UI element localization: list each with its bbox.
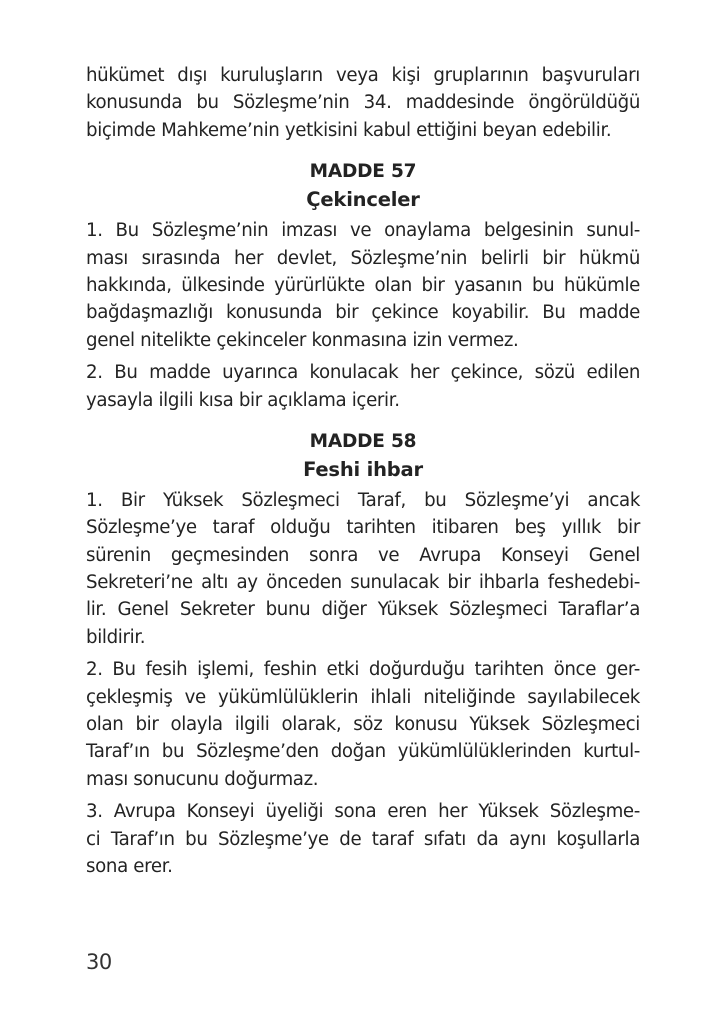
article-paragraph (86, 798, 640, 880)
text-line: ci Taraf’ın bu Sözleşme’ye de taraf sıfatı da aynı koşullarla (86, 828, 640, 850)
article-number: MADDE 57 (309, 161, 417, 183)
text-line: 2. Bu fesih işlemi, feshin etki doğurduğu tarihten önce ger- (86, 659, 640, 681)
article-paragraph (86, 487, 640, 651)
text-line: ması sırasında her devlet, Sözleşme’nin belirli bir hükmü (86, 247, 640, 269)
text-line: bildirir. (86, 626, 146, 648)
article-58 (86, 428, 640, 880)
article-paragraph (86, 656, 640, 793)
article-paragraph (86, 359, 640, 414)
text-line: Sözleşme’ye taraf olduğu tarihten itibaren beş yıllık bir (86, 517, 640, 539)
page-body (86, 62, 640, 885)
text-line: 2. Bu madde uyarınca konulacak her çekince, sözü edilen (86, 362, 640, 384)
article-57 (86, 158, 640, 414)
text-line: 1. Bir Yüksek Sözleşmeci Taraf, bu Sözleşme’yi ancak (86, 489, 640, 511)
text-line: 3. Avrupa Konseyi üyeliği sona eren her Yüksek Sözleşme- (86, 801, 640, 823)
text-line: Sekreteri’ne altı ay önceden sunulacak bir ihbarla feshedebi- (86, 572, 640, 594)
text-line: 1. Bu Sözleşme’nin imzası ve onaylama belgesinin sunul- (86, 220, 640, 242)
text-line: çekleşmiş ve yükümlülüklerin ihlali niteliğinde sayılabilecek (86, 686, 640, 708)
article-title: Feshi ihbar (303, 457, 423, 481)
page-number: 30 (86, 950, 112, 974)
text-line: yasayla ilgili kısa bir açıklama içerir. (86, 389, 400, 411)
text-line: hükümet dışı kuruluşların veya kişi gruplarının başvuruları (86, 65, 640, 86)
text-line: olan bir olayla ilgili olarak, söz konusu Yüksek Sözleşmeci (86, 714, 640, 736)
text-line: Taraf’ın bu Sözleşme’den doğan yükümlülüklerinden kurtul- (86, 741, 640, 763)
text-line: sürenin geçmesinden sonra ve Avrupa Konseyi Genel (86, 544, 640, 566)
article-number: MADDE 58 (309, 430, 417, 452)
text-line: lir. Genel Sekreter bunu diğer Yüksek Sözleşmeci Taraflar’a (86, 599, 640, 621)
article-paragraph (86, 217, 640, 354)
text-line: biçimde Mahkeme’nin yetkisini kabul ettiğini beyan edebilir. (86, 119, 612, 141)
text-line: hakkında, ülkesinde yürürlükte olan bir yasanın bu hükümle (86, 274, 640, 296)
article-title: Çekinceler (306, 188, 420, 212)
text-line: sona erer. (86, 855, 173, 877)
text-line: genel nitelikte çekinceler konmasına izin vermez. (86, 329, 519, 351)
intro-paragraph (86, 62, 640, 144)
text-line: ması sonucunu doğurmaz. (86, 768, 319, 790)
text-line: bağdaşmazlığı konusunda bir çekince koyabilir. Bu madde (86, 302, 640, 324)
text-line: konusunda bu Sözleşme’nin 34. maddesinde öngörüldüğü (86, 92, 640, 114)
